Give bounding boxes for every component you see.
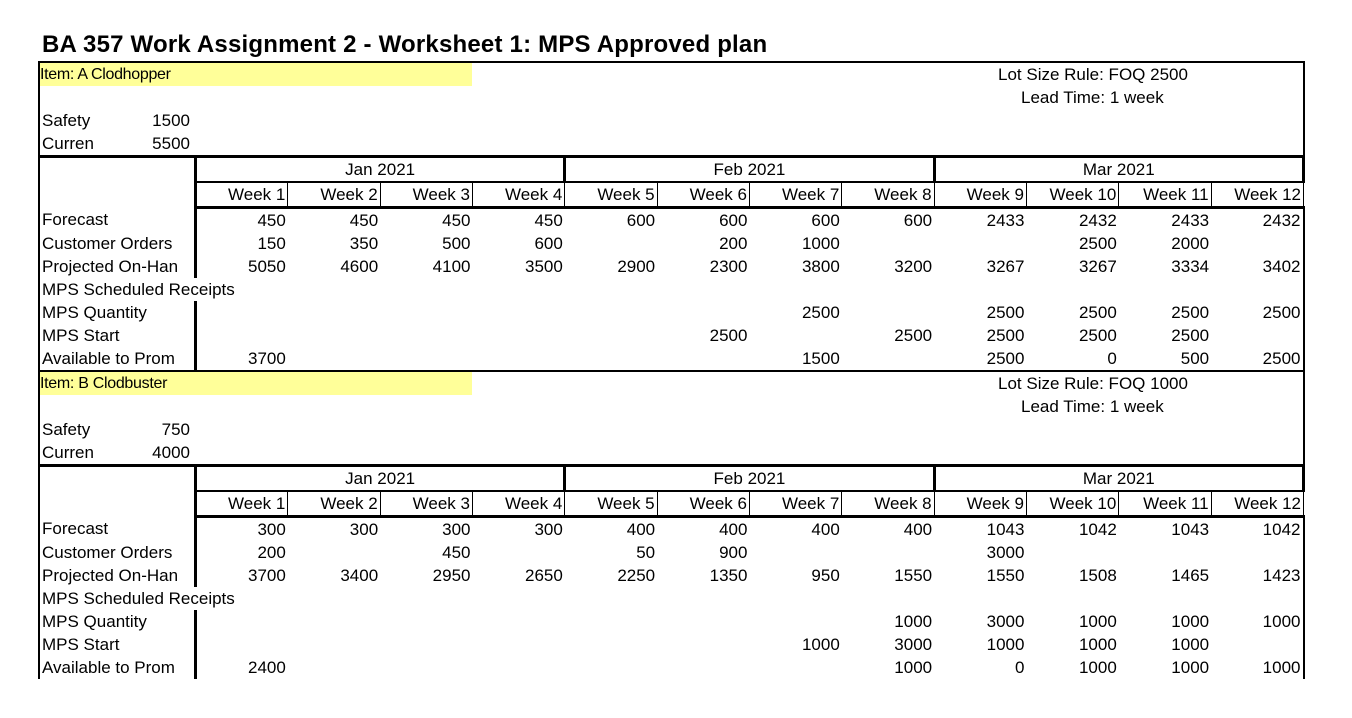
item-name: Item: B Clodbuster <box>40 372 472 395</box>
week-header: Week 4 <box>472 491 564 517</box>
cell[interactable]: 0 <box>1014 657 1025 677</box>
cell[interactable] <box>1211 587 1303 610</box>
cell[interactable]: 3500 <box>524 256 563 276</box>
week-header: Week 8 <box>842 491 934 517</box>
cell[interactable] <box>196 301 288 324</box>
lead-time: Lead Time: 1 week <box>1021 88 1164 107</box>
cell[interactable]: 1000 <box>1078 611 1117 631</box>
cell[interactable] <box>380 633 472 656</box>
month-header: Feb 2021 <box>565 157 934 183</box>
cell[interactable]: 600 <box>903 210 933 230</box>
item-header <box>38 61 1305 155</box>
row-label: MPS Scheduled Receipts <box>39 278 196 301</box>
cell[interactable]: 3800 <box>801 256 840 276</box>
cell[interactable]: 500 <box>442 233 471 253</box>
week-header: Week 9 <box>934 491 1026 517</box>
cell[interactable]: 2650 <box>524 565 563 585</box>
cell[interactable]: 3400 <box>340 565 379 585</box>
cell[interactable] <box>565 232 657 255</box>
week-header: Week 8 <box>842 182 934 208</box>
cell[interactable] <box>472 324 564 347</box>
cell[interactable]: 1042 <box>1078 519 1117 539</box>
cell[interactable]: 2433 <box>1171 210 1210 230</box>
cell[interactable]: 1350 <box>709 565 748 585</box>
cell[interactable] <box>380 347 472 370</box>
cell[interactable]: 2250 <box>617 565 656 585</box>
cell[interactable]: 1000 <box>1211 656 1303 679</box>
blank-cell <box>39 182 196 208</box>
cell[interactable] <box>1211 541 1303 564</box>
cell[interactable] <box>657 278 749 301</box>
row-label: MPS Quantity <box>39 301 196 324</box>
cell[interactable]: 2500 <box>1211 301 1303 324</box>
cell[interactable]: 2500 <box>801 302 840 322</box>
week-header: Week 10 <box>1026 182 1118 208</box>
week-header: Week 9 <box>934 182 1026 208</box>
cell[interactable] <box>749 587 841 610</box>
cell[interactable] <box>472 541 564 564</box>
table-row <box>39 347 1304 370</box>
cell[interactable]: 600 <box>719 210 748 230</box>
cell[interactable] <box>565 347 657 370</box>
cell[interactable] <box>749 541 841 564</box>
week-header: Week 12 <box>1211 491 1303 517</box>
item-header <box>38 370 1305 464</box>
cell[interactable]: 600 <box>534 233 563 253</box>
row-label: MPS Scheduled Receipts <box>39 587 196 610</box>
month-header: Feb 2021 <box>565 466 934 492</box>
cell[interactable] <box>288 541 380 564</box>
mps-table <box>38 464 1305 679</box>
month-header: Mar 2021 <box>934 157 1303 183</box>
table-row <box>39 633 1304 656</box>
cell[interactable] <box>288 587 380 610</box>
cell[interactable]: 2500 <box>1078 325 1117 345</box>
row-label: Available to Prom <box>39 656 196 679</box>
cell[interactable] <box>842 347 934 370</box>
cell[interactable]: 2500 <box>986 348 1025 368</box>
cell[interactable]: 1000 <box>986 634 1025 654</box>
cell[interactable]: 400 <box>811 519 840 539</box>
cell[interactable]: 2500 <box>1171 325 1210 345</box>
safety-value: 750 <box>161 420 190 439</box>
blank-cell <box>39 157 196 183</box>
cell[interactable] <box>749 656 841 679</box>
table-row <box>39 564 1304 587</box>
week-header: Week 3 <box>380 491 472 517</box>
week-header: Week 7 <box>749 182 841 208</box>
cell[interactable] <box>472 301 564 324</box>
cell[interactable] <box>472 587 564 610</box>
week-header: Week 5 <box>565 182 657 208</box>
cell[interactable]: 400 <box>719 519 748 539</box>
cell[interactable] <box>657 587 749 610</box>
table-row <box>39 656 1304 679</box>
week-header: Week 3 <box>380 182 472 208</box>
cell[interactable]: 1000 <box>1171 611 1210 631</box>
cell[interactable]: 1000 <box>1171 634 1210 654</box>
cell[interactable]: 300 <box>257 519 286 539</box>
lead-time: Lead Time: 1 week <box>1021 397 1164 416</box>
cell[interactable]: 900 <box>719 542 748 562</box>
table-row <box>39 610 1304 633</box>
safety-label: Safety <box>42 420 91 439</box>
cell[interactable]: 600 <box>626 210 656 230</box>
table-row <box>39 517 1304 542</box>
cell[interactable] <box>657 633 749 656</box>
cell[interactable] <box>288 301 380 324</box>
safety-value: 1500 <box>152 111 190 130</box>
cell[interactable]: 400 <box>903 519 933 539</box>
cell[interactable] <box>380 278 472 301</box>
cell[interactable] <box>657 656 749 679</box>
cell[interactable]: 450 <box>442 542 471 562</box>
row-label: Projected On-Han <box>39 564 196 587</box>
cell[interactable]: 50 <box>636 542 656 562</box>
cell[interactable] <box>1211 324 1303 347</box>
cell[interactable]: 2500 <box>1078 302 1117 322</box>
cell[interactable]: 1000 <box>1211 610 1303 633</box>
cell[interactable] <box>749 278 841 301</box>
cell[interactable] <box>1026 541 1118 564</box>
cell[interactable] <box>749 324 841 347</box>
cell[interactable]: 2432 <box>1078 210 1117 230</box>
cell[interactable] <box>934 232 1026 255</box>
row-label: Forecast <box>39 517 196 542</box>
cell[interactable]: 3334 <box>1171 256 1210 276</box>
cell[interactable]: 1000 <box>894 657 933 677</box>
week-header: Week 10 <box>1026 491 1118 517</box>
month-header: Mar 2021 <box>934 466 1303 492</box>
cell[interactable] <box>749 610 841 633</box>
cell[interactable] <box>380 656 472 679</box>
current-label: Curren <box>42 443 94 462</box>
week-header: Week 11 <box>1119 182 1211 208</box>
cell[interactable] <box>565 324 657 347</box>
cell[interactable]: 500 <box>1180 348 1210 368</box>
cell[interactable] <box>657 347 749 370</box>
cell[interactable]: 1000 <box>894 611 933 631</box>
cell[interactable]: 3000 <box>986 611 1025 631</box>
cell[interactable] <box>1211 278 1303 301</box>
cell[interactable]: 450 <box>349 210 379 230</box>
cell[interactable]: 2300 <box>709 256 748 276</box>
cell[interactable]: 1000 <box>801 233 840 253</box>
table-row <box>39 278 1304 301</box>
cell[interactable] <box>842 541 934 564</box>
blank-cell <box>39 491 196 517</box>
item-name: Item: A Clodhopper <box>40 63 472 86</box>
row-label: MPS Start <box>39 324 196 347</box>
week-header: Week 11 <box>1119 491 1211 517</box>
cell[interactable]: 1500 <box>801 348 840 368</box>
cell[interactable] <box>842 232 934 255</box>
cell[interactable] <box>380 610 472 633</box>
cell[interactable] <box>842 587 934 610</box>
safety-label: Safety <box>42 111 91 130</box>
row-label: Projected On-Han <box>39 255 196 278</box>
cell[interactable] <box>1119 541 1211 564</box>
cell[interactable]: 600 <box>811 210 840 230</box>
cell[interactable]: 2000 <box>1171 233 1210 253</box>
week-header: Week 5 <box>565 491 657 517</box>
cell[interactable] <box>288 633 380 656</box>
cell[interactable] <box>565 278 657 301</box>
lot-size-rule: Lot Size Rule: FOQ 2500 <box>998 65 1188 84</box>
week-header: Week 7 <box>749 491 841 517</box>
cell[interactable] <box>565 610 657 633</box>
cell[interactable] <box>934 587 1026 610</box>
row-label: Customer Orders <box>39 541 196 564</box>
cell[interactable]: 5050 <box>248 256 286 276</box>
row-label: Customer Orders <box>39 232 196 255</box>
cell[interactable]: 3267 <box>986 256 1025 276</box>
cell[interactable] <box>1211 633 1303 656</box>
cell[interactable]: 200 <box>257 542 286 562</box>
cell[interactable] <box>657 610 749 633</box>
cell[interactable] <box>380 587 472 610</box>
cell[interactable]: 400 <box>626 519 656 539</box>
current-label: Curren <box>42 134 94 153</box>
cell[interactable]: 1423 <box>1211 564 1303 587</box>
cell[interactable]: 2500 <box>986 302 1025 322</box>
week-header: Week 12 <box>1211 182 1303 208</box>
cell[interactable]: 1043 <box>1171 519 1210 539</box>
blank-cell <box>39 466 196 492</box>
cell[interactable]: 3000 <box>986 542 1025 562</box>
cell[interactable] <box>1119 587 1211 610</box>
cell[interactable]: 4100 <box>432 256 471 276</box>
cell[interactable] <box>934 278 1026 301</box>
cell[interactable]: 350 <box>349 233 379 253</box>
table-row <box>39 587 1304 610</box>
cell[interactable] <box>472 278 564 301</box>
cell[interactable]: 2432 <box>1211 208 1303 233</box>
row-label: MPS Start <box>39 633 196 656</box>
cell[interactable]: 300 <box>442 519 471 539</box>
item-a-section <box>38 61 1305 370</box>
cell[interactable]: 2900 <box>617 256 656 276</box>
cell[interactable] <box>472 610 564 633</box>
cell[interactable]: 1042 <box>1211 517 1303 542</box>
cell[interactable] <box>1211 232 1303 255</box>
table-row <box>39 324 1304 347</box>
cell[interactable]: 200 <box>719 233 748 253</box>
cell[interactable] <box>196 633 288 656</box>
cell[interactable] <box>472 656 564 679</box>
page-title: BA 357 Work Assignment 2 - Worksheet 1: MPS Approved plan <box>42 31 768 58</box>
cell[interactable] <box>196 324 288 347</box>
cell[interactable]: 2400 <box>248 657 286 677</box>
cell[interactable] <box>1119 278 1211 301</box>
cell[interactable]: 1000 <box>801 634 840 654</box>
cell[interactable]: 2500 <box>1211 347 1303 370</box>
cell[interactable]: 300 <box>349 519 379 539</box>
cell[interactable]: 1550 <box>986 565 1025 585</box>
cell[interactable] <box>288 278 380 301</box>
row-label: MPS Quantity <box>39 610 196 633</box>
cell[interactable]: 450 <box>257 210 286 230</box>
cell[interactable]: 2500 <box>1171 302 1210 322</box>
week-header: Week 1 <box>196 491 288 517</box>
cell[interactable]: 1043 <box>986 519 1025 539</box>
cell[interactable] <box>288 610 380 633</box>
week-header: Week 4 <box>472 182 564 208</box>
cell[interactable] <box>842 278 934 301</box>
cell[interactable]: 0 <box>1107 348 1117 368</box>
lot-size-rule: Lot Size Rule: FOQ 1000 <box>998 374 1188 393</box>
cell[interactable]: 3267 <box>1078 256 1117 276</box>
current-value: 5500 <box>152 134 190 153</box>
cell[interactable]: 1508 <box>1078 565 1117 585</box>
cell[interactable]: 1550 <box>894 565 933 585</box>
cell[interactable]: 3402 <box>1211 255 1303 278</box>
table-row <box>39 208 1304 233</box>
mps-table <box>38 155 1305 370</box>
table-row <box>39 232 1304 255</box>
week-header: Week 2 <box>288 491 380 517</box>
cell[interactable]: 3200 <box>894 256 933 276</box>
cell[interactable]: 300 <box>534 519 563 539</box>
table-row <box>39 541 1304 564</box>
cell[interactable] <box>380 301 472 324</box>
cell[interactable] <box>657 301 749 324</box>
cell[interactable]: 1000 <box>1078 634 1117 654</box>
table-row <box>39 301 1304 324</box>
cell[interactable]: 450 <box>442 210 471 230</box>
cell[interactable]: 1000 <box>1078 657 1117 677</box>
cell[interactable]: 2500 <box>1078 233 1117 253</box>
cell[interactable]: 3700 <box>248 348 286 368</box>
cell[interactable] <box>565 587 657 610</box>
cell[interactable] <box>288 656 380 679</box>
cell[interactable]: 2500 <box>986 325 1025 345</box>
week-header: Week 6 <box>657 491 749 517</box>
cell[interactable] <box>288 347 380 370</box>
month-header: Jan 2021 <box>196 466 565 492</box>
cell[interactable]: 1465 <box>1171 565 1210 585</box>
current-value: 4000 <box>152 443 190 462</box>
month-header: Jan 2021 <box>196 157 565 183</box>
cell[interactable]: 4600 <box>340 256 379 276</box>
row-label: Available to Prom <box>39 347 196 370</box>
cell[interactable]: 2433 <box>986 210 1025 230</box>
cell[interactable]: 1000 <box>1171 657 1210 677</box>
cell[interactable] <box>472 633 564 656</box>
cell[interactable] <box>842 301 934 324</box>
cell[interactable]: 3700 <box>248 565 286 585</box>
cell[interactable]: 2500 <box>894 325 933 345</box>
cell[interactable]: 950 <box>811 565 840 585</box>
cell[interactable]: 3000 <box>894 634 933 654</box>
cell[interactable] <box>380 324 472 347</box>
cell[interactable] <box>565 656 657 679</box>
cell[interactable] <box>288 324 380 347</box>
cell[interactable] <box>565 301 657 324</box>
table-row <box>39 255 1304 278</box>
cell[interactable] <box>1026 278 1118 301</box>
row-label: Forecast <box>39 208 196 233</box>
cell[interactable]: 150 <box>257 233 286 253</box>
week-header: Week 1 <box>196 182 288 208</box>
cell[interactable]: 2950 <box>432 565 471 585</box>
cell[interactable] <box>196 610 288 633</box>
cell[interactable]: 2500 <box>709 325 748 345</box>
week-header: Week 2 <box>288 182 380 208</box>
cell[interactable]: 450 <box>534 210 563 230</box>
item-b-section <box>38 370 1305 679</box>
cell[interactable] <box>472 347 564 370</box>
cell[interactable] <box>565 633 657 656</box>
week-header: Week 6 <box>657 182 749 208</box>
cell[interactable] <box>1026 587 1118 610</box>
